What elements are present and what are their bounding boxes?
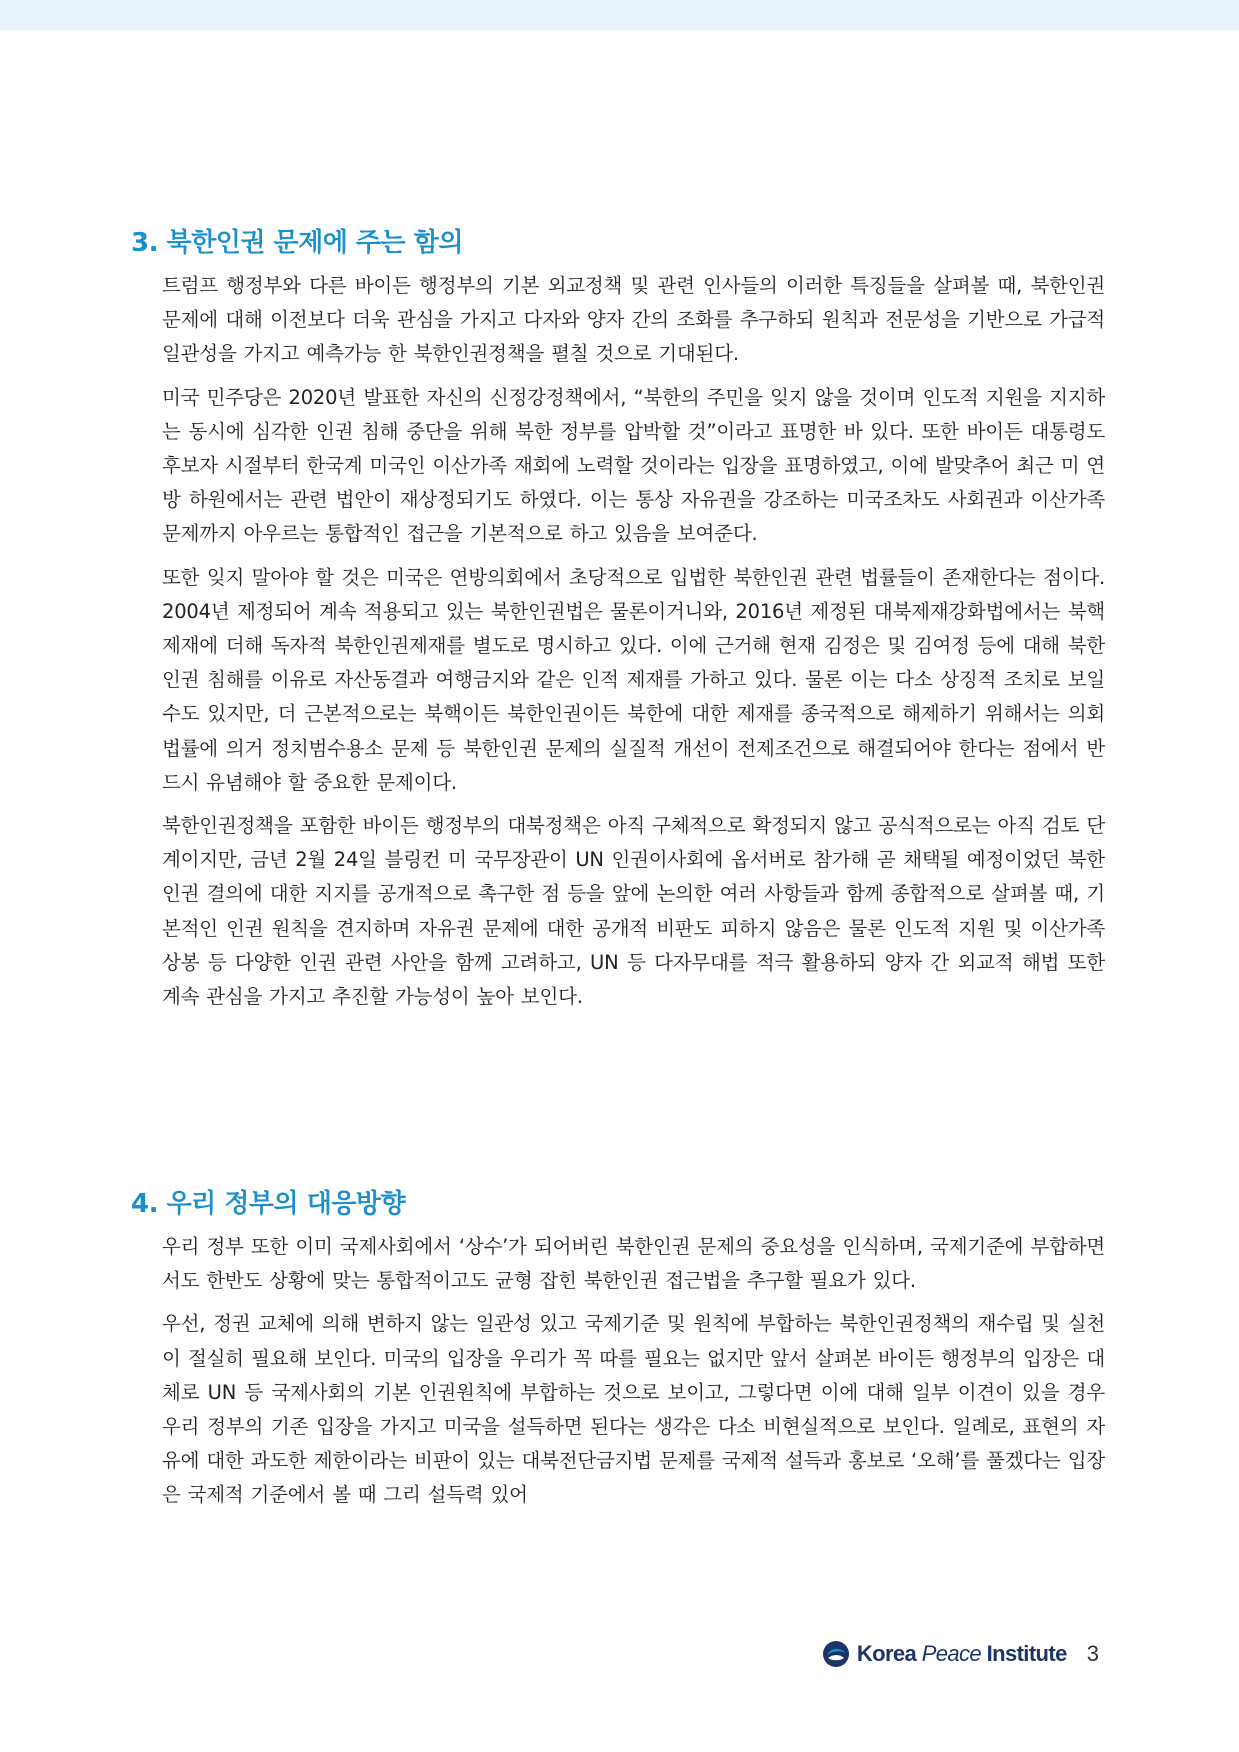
section-4-body (162, 1230, 1105, 1522)
paragraph: 미국 민주당은 2020년 발표한 자신의 신정강정책에서, “북한의 주민을 잊지 않을 것이며 인도적 지원을 지지하는 동시에 심각한 인권 침해 중단을 위해 북한 정부를 압박할 것”이라고 표명한 바 있다. 또한 바이든 대통령도 후보자 시절부터 한국계 미국인 이산가족 재회에 노력할 것이라는 입장을 표명하였고, 이에 발맞추어 최근 미 연방 하원에서는 관련 법안이 재상정되기도 하였다. 이는 통상 자유권을 강조하는 미국조차도 사회권과 이산가족 문제까지 아우르는 통합적인 접근을 기본적으로 하고 있음을 보여준다. (162, 385, 1105, 546)
paragraph: 트럼프 행정부와 다른 바이든 행정부의 기본 외교정책 및 관련 인사들의 이러한 특징들을 살펴볼 때, 북한인권 문제에 대해 이전보다 더욱 관심을 가지고 다자와 양자 간의 조화를 추구하되 원칙과 전문성을 기반으로 가급적 일관성을 가지고 예측가능 한 북한인권정책을 펼칠 것으로 기대된다. (162, 274, 1105, 366)
korea-peace-institute-logo-icon (821, 1639, 851, 1669)
page-number: 3 (1086, 1641, 1099, 1666)
paragraph: 북한인권정책을 포함한 바이든 행정부의 대북정책은 아직 구체적으로 확정되지 않고 공식적으로는 아직 검토 단계이지만, 금년 2월 24일 블링컨 미 국무장관이 UN 인권이사회에 옵서버로 참가해 곧 채택될 예정이었던 북한인권 결의에 대한 지지를 공개적으로 촉구한 점 등을 앞에 논의한 여러 사항들과 함께 종합적으로 살펴볼 때, 기본적인 인권 원칙을 견지하며 자유권 문제에 대한 공개적 비판도 피하지 않음은 물론 인도적 지원 및 이산가족 상봉 등 다양한 인권 관련 사안을 함께 고려하고, UN 등 다자무대를 적극 활용하되 양자 간 외교적 해법 또한 계속 관심을 가지고 추진할 가능성이 높아 보인다. (162, 814, 1105, 1009)
section-heading-3: 3. 북한인권 문제에 주는 함의 (131, 228, 463, 258)
logo-word: Institute (986, 1641, 1067, 1666)
page-footer (821, 1636, 1099, 1672)
publisher-logo-text (857, 1641, 1067, 1667)
paragraph: 우리 정부 또한 이미 국제사회에서 ‘상수’가 되어버린 북한인권 문제의 중요성을 인식하며, 국제기준에 부합하면서도 한반도 상황에 맞는 통합적이고도 균형 잡힌 북한인권 접근법을 추구할 필요가 있다. (162, 1235, 1105, 1293)
section-heading-4: 4. 우리 정부의 대응방향 (131, 1189, 406, 1219)
paragraph: 또한 잊지 말아야 할 것은 미국은 연방의회에서 초당적으로 입법한 북한인권 관련 법률들이 존재한다는 점이다. 2004년 제정되어 계속 적용되고 있는 북한인권법은 물론이거니와, 2016년 제정된 대북제재강화법에서는 북핵제재에 더해 독자적 북한인권제재를 별도로 명시하고 있다. 이에 근거해 현재 김정은 및 김여정 등에 대해 북한인권 침해를 이유로 자산동결과 여행금지와 같은 인적 제재를 가하고 있다. 물론 이는 다소 상징적 조치로 보일 수도 있지만, 더 근본적으로는 북핵이든 북한인권이든 북한에 대한 제재를 종국적으로 해제하기 위해서는 의회 법률에 의거 정치범수용소 문제 등 북한인권 문제의 실질적 개선이 전제조건으로 해결되어야 한다는 점에서 반드시 유념해야 할 중요한 문제이다. (162, 565, 1105, 794)
section-3-body (162, 269, 1105, 1023)
paragraph: 우선, 정권 교체에 의해 변하지 않는 일관성 있고 국제기준 및 원칙에 부합하는 북한인권정책의 재수립 및 실천이 절실히 필요해 보인다. 미국의 입장을 우리가 꼭 따를 필요는 없지만 앞서 살펴본 바이든 행정부의 입장은 대체로 UN 등 국제사회의 기본 인권원칙에 부합하는 것으로 보이고, 그렇다면 이에 대해 일부 이견이 있을 경우 우리 정부의 기존 입장을 가지고 미국을 설득하면 된다는 생각은 다소 비현실적으로 보인다. 일례로, 표현의 자유에 대한 과도한 제한이라는 비판이 있는 대북전단금지법 문제를 국제적 설득과 홍보로 ‘오해’를 풀겠다는 입장은 국제적 기준에서 볼 때 그리 설득력 있어 (162, 1312, 1105, 1507)
logo-word: Korea (856, 1641, 917, 1666)
logo-word: Peace (921, 1641, 982, 1666)
top-band (0, 0, 1239, 30)
